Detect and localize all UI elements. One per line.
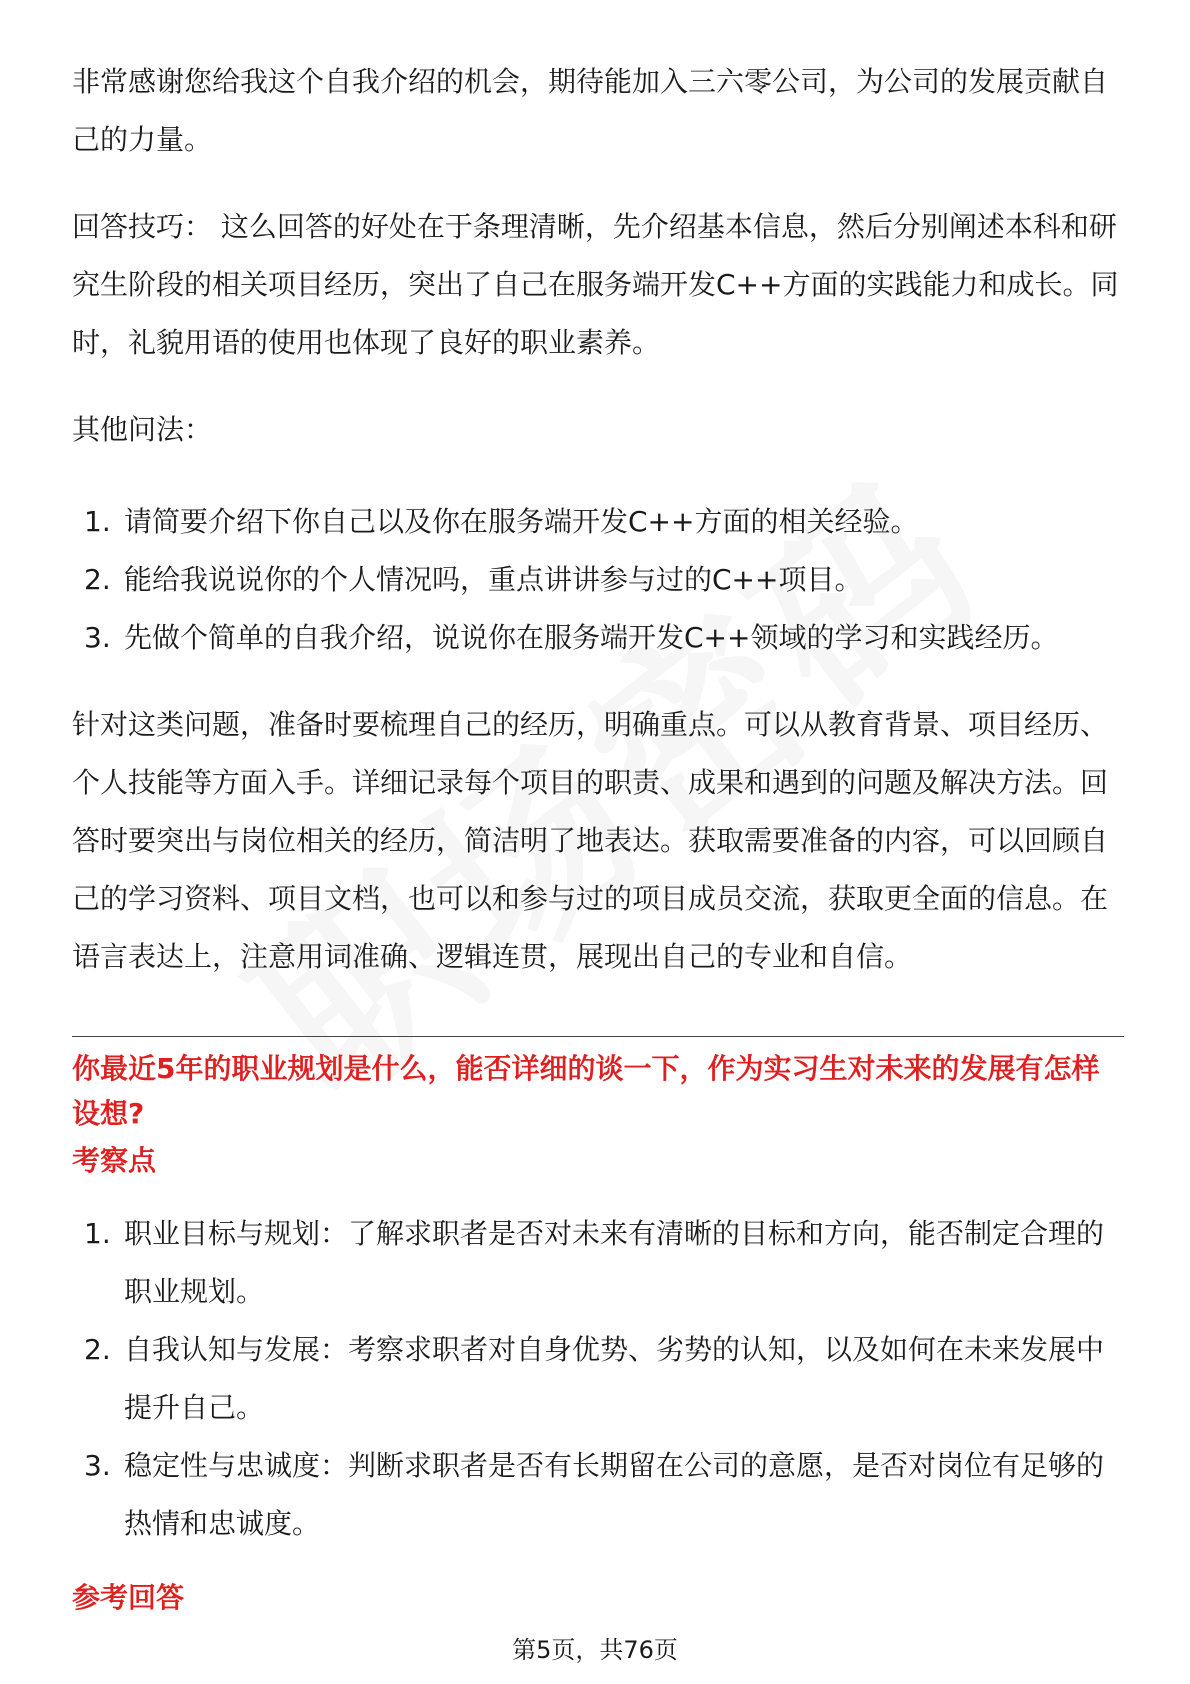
list-item: 2. 自我认知与发展：考察求职者对自身优势、劣势的认知，以及如何在未来发展中提升自己。 <box>84 1333 1105 1424</box>
question-title: 你最近5年的职业规划是什么，能否详细的谈一下，作为实习生对未来的发展有怎样设想? <box>72 1052 1100 1130</box>
list-item: 1. 请简要介绍下你自己以及你在服务端开发C++方面的相关经验。 <box>84 505 919 538</box>
page-number: 第5页，共76页 <box>512 1636 678 1664</box>
list-item: 3. 先做个简单的自我介绍，说说你在服务端开发C++领域的学习和实践经历。 <box>84 621 1059 654</box>
list-item: 2. 能给我说说你的个人情况吗，重点讲讲参与过的C++项目。 <box>84 563 863 596</box>
list-item: 1. 职业目标与规划：了解求职者是否对未来有清晰的目标和方向，能否制定合理的职业规划。 <box>84 1217 1105 1308</box>
list-item: 3. 稳定性与忠诚度：判断求职者是否有长期留在公司的意愿，是否对岗位有足够的热情和忠诚度。 <box>84 1449 1105 1540</box>
other-questions-list <box>72 493 1124 667</box>
answer-tips-paragraph: 回答技巧： 这么回答的好处在于条理清晰，先介绍基本信息，然后分别阐述本科和研究生阶段的相关项目经历，突出了自己在服务端开发C++方面的实践能力和成长。同时，礼貌用语的使用也体现了良好的职业素养。 <box>72 210 1119 359</box>
closing-paragraph: 非常感谢您给我这个自我介绍的机会，期待能加入三六零公司，为公司的发展贡献自己的力量。 <box>72 65 1109 156</box>
other-questions-label: 其他问法： <box>72 413 213 446</box>
heading-reference-answer: 参考回答 <box>72 1581 185 1614</box>
preparation-paragraph: 针对这类问题，准备时要梳理自己的经历，明确重点。可以从教育背景、项目经历、个人技能等方面入手。详细记录每个项目的职责、成果和遇到的问题及解决方法。回答时要突出与岗位相关的经历，简洁明了地表达。获取需要准备的内容，可以回顾自己的学习资料、项目文档，也可以和参与过的项目成员交流，获取更全面的信息。在语言表达上，注意用词准确、逻辑连贯，展现出自己的专业和自信。 <box>72 708 1109 973</box>
heading-check-points: 考察点 <box>72 1144 157 1177</box>
section-divider <box>72 1036 1124 1037</box>
check-points-list <box>72 1205 1124 1553</box>
